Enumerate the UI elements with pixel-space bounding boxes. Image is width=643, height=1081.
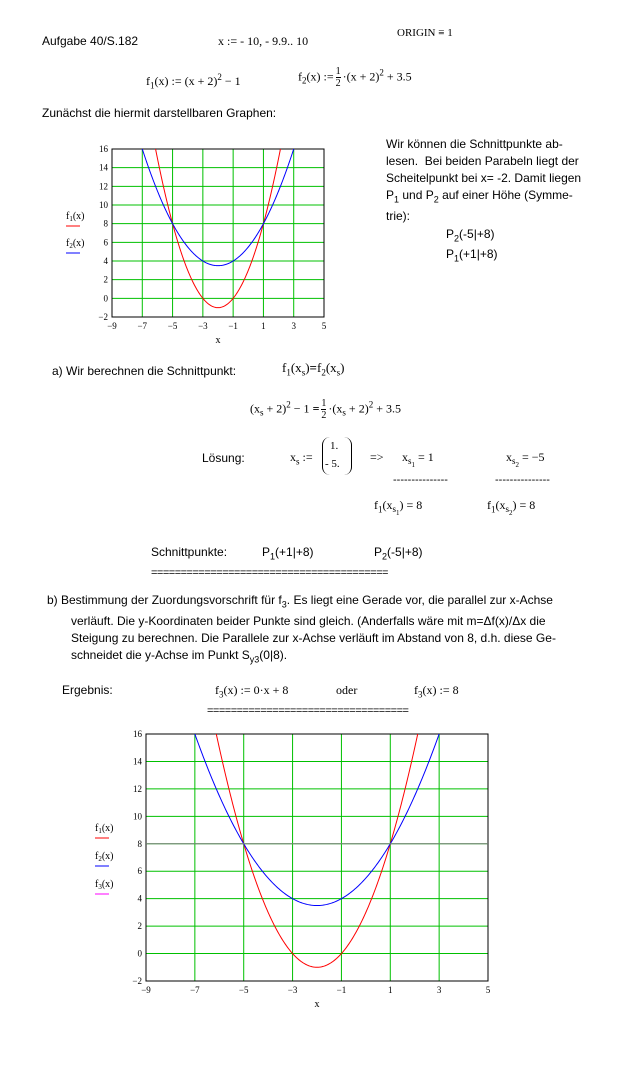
side-note-p1: $P_1(+1|+8)$: [446, 247, 498, 264]
chart-f1-f2-f3: [90, 725, 510, 1015]
f3-definition-a: $f_3(x)$ := 0·x + 8: [215, 683, 289, 700]
equation-intersection: $f_1(x_s)=f_2(x_s)$: [282, 360, 345, 378]
chart-f1-f2: [60, 140, 360, 355]
series-line-f2x: [146, 725, 488, 906]
equation-expanded: $(x_s + 2)^2 - 1$ = $\frac{1}{2}$ $\cdot(x_s + 2)^2 + 3.5$: [250, 398, 401, 421]
separator-dashes-1: ---------------: [393, 474, 448, 486]
y-tick-label: 4: [137, 893, 142, 904]
y-tick-label: 6: [103, 237, 108, 248]
x-tick-label: 5: [485, 985, 491, 995]
oder-word: oder: [336, 683, 358, 697]
double-rule-a: ========================================: [151, 567, 388, 579]
x-tick-label: −1: [228, 321, 238, 331]
x-tick-label: −9: [141, 985, 151, 995]
series-line-f2x: [112, 140, 324, 266]
y-tick-label: 0: [137, 948, 142, 959]
x-tick-label: 3: [291, 321, 296, 331]
schnittpunkt-p2: $P_2(-5|+8)$: [374, 545, 423, 562]
result-label: Ergebnis:: [62, 683, 113, 697]
x-tick-label: 5: [321, 321, 327, 331]
f1-definition: $f_1(x)$ := $(x + 2)^2 - 1$: [146, 72, 241, 91]
solution-vector: 1. - 5.: [322, 437, 352, 475]
side-note-p2: $P_2(-5|+8)$: [446, 227, 495, 244]
x-axis-label: x: [314, 999, 320, 1010]
x-tick-label: 1: [261, 321, 266, 331]
legend-label: $f_2(x)$: [66, 238, 85, 250]
y-tick-label: 2: [137, 921, 142, 932]
solution-xs: $x_s$ :=: [290, 450, 313, 467]
x-tick-label: 1: [388, 985, 393, 995]
x-tick-label: −5: [167, 321, 178, 331]
legend-label: $f_1(x)$: [95, 823, 114, 835]
plot-frame: [146, 734, 488, 981]
xs2-result: $x_{s_2} = -5$: [506, 450, 545, 470]
y-tick-label: 10: [99, 200, 108, 210]
f2-definition: $f_2(x)$ := $\frac{1}{2}$ $\cdot(x + 2)^2 + 3.5$: [298, 66, 412, 89]
x-tick-label: −7: [190, 985, 200, 995]
schnittpunkt-p1: $P_1(+1|+8)$: [262, 545, 314, 562]
x-tick-label: −3: [287, 985, 298, 995]
f1-xs1-value: $f_1(x_{s_1}) = 8$: [374, 498, 423, 518]
f3-definition-b: $f_3(x)$ := 8: [414, 683, 459, 700]
y-tick-label: −2: [98, 312, 108, 322]
solution-label: Lösung:: [202, 451, 245, 465]
document-title: Aufgabe 40/S.182: [42, 34, 139, 48]
y-tick-label: 14: [133, 756, 142, 767]
x-tick-label: −5: [238, 985, 249, 995]
intro-text: Zunächst die hiermit darstellbaren Graphen:: [42, 106, 277, 120]
double-rule-b: ==================================: [207, 705, 409, 717]
y-tick-label: 12: [99, 181, 108, 192]
y-tick-label: 2: [103, 274, 108, 285]
legend-label: $f_2(x)$: [95, 851, 114, 863]
schnittpunkte-label: Schnittpunkte:: [151, 545, 228, 559]
part-a-label: a) Wir berechnen die Schnittpunkt:: [52, 364, 237, 378]
y-tick-label: 16: [133, 729, 142, 739]
y-tick-label: 4: [103, 256, 108, 266]
side-note: Wir können die Schnittpunkte ab- lesen. Bei beiden Parabeln liegt der Scheitelpunkt bei x= -2. Damit liegen $P_1$ und $P_2$ auf einer Höhe (Symme- trie):: [386, 137, 582, 224]
plot-frame: [112, 149, 324, 317]
separator-dashes-2: ---------------: [495, 474, 550, 486]
legend-label: $f_3(x)$: [95, 879, 114, 891]
part-b-text: b) Bestimmung der Zuordungsvorschrift für $f_3$. Es liegt eine Gerade vor, die parallel zur x-Achse verläuft. Die y-Koordinaten beider Punkte sind gleich. (Anderfalls wäre mit m=Δf(x)/Δx die Steigung zu berechnen. Die Parallele zur x-Achse verläuft im Abstand von 8, d.h. diese Ge- schneidet die y-Achse im Punkt $S_{y3}(0|8)$.: [47, 593, 556, 665]
y-tick-label: 6: [137, 866, 142, 877]
xs1-result: $x_{s_1} = 1$: [402, 450, 434, 470]
y-tick-label: 0: [103, 293, 108, 304]
x-tick-label: 3: [436, 985, 442, 995]
y-tick-label: 12: [133, 783, 142, 794]
y-tick-label: 14: [99, 162, 108, 173]
range-definition: x := - 10, - 9.9.. 10: [218, 34, 309, 48]
y-tick-label: 8: [137, 838, 142, 849]
x-tick-label: −7: [137, 321, 148, 331]
implies-arrow: =>: [370, 450, 384, 464]
x-axis-label: x: [215, 335, 221, 346]
y-tick-label: 10: [133, 811, 142, 822]
y-tick-label: 8: [103, 218, 108, 229]
y-tick-label: −2: [132, 976, 142, 986]
f1-xs2-value: $f_1(x_{s_2}) = 8$: [487, 498, 536, 518]
legend-label: $f_1(x)$: [66, 211, 85, 223]
x-tick-label: −3: [198, 321, 208, 331]
x-tick-label: −1: [336, 985, 347, 995]
origin-setting: ORIGIN ≡ 1: [397, 27, 453, 39]
y-tick-label: 16: [99, 144, 108, 154]
x-tick-label: −9: [107, 321, 117, 331]
